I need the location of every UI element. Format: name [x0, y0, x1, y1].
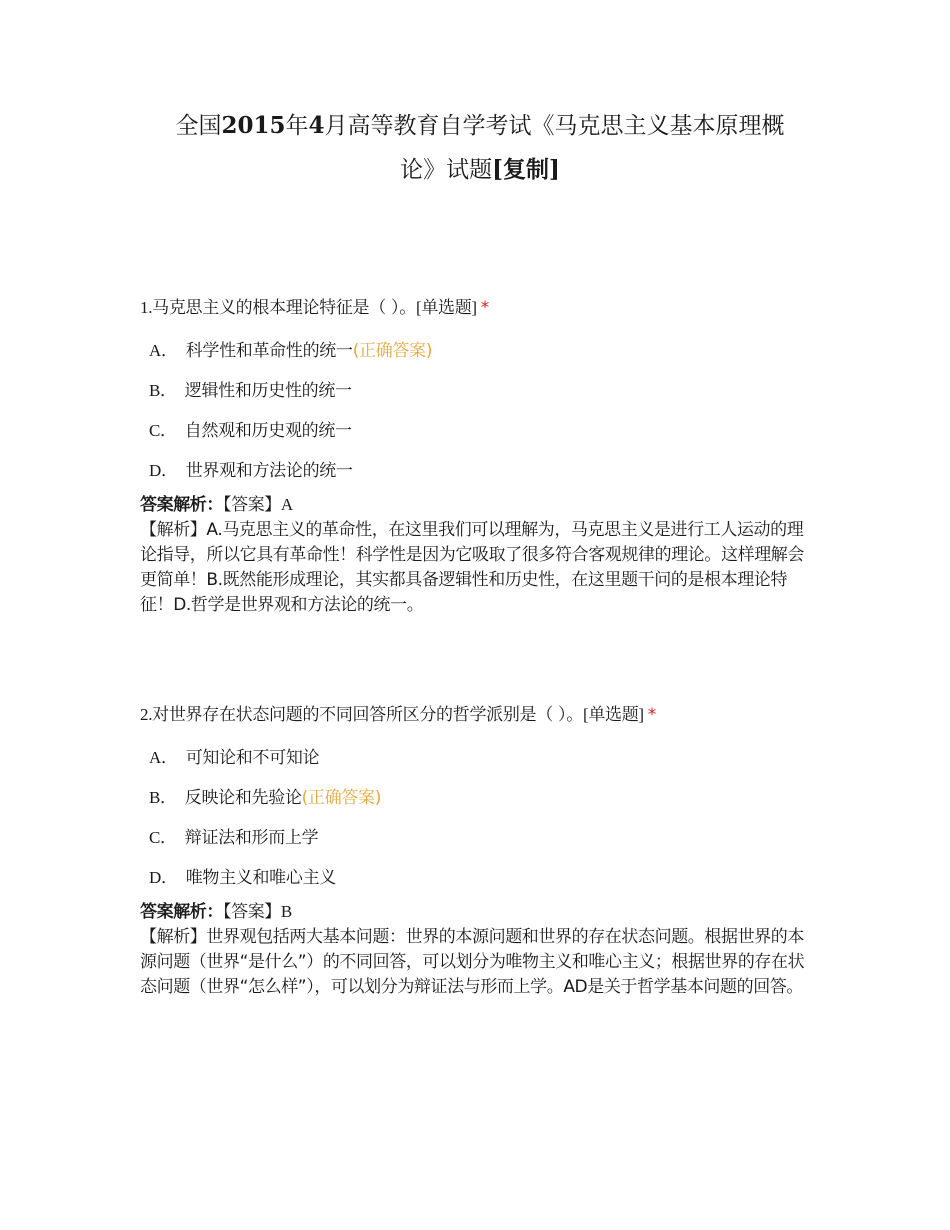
option-text: 辩证法和形而上学	[184, 828, 319, 848]
answer-prefix: 【答案】	[223, 495, 281, 515]
option-text: 自然观和历史观的统一	[184, 421, 352, 441]
title-suffix: [复制]	[492, 156, 560, 183]
title-text-mid: 年	[285, 113, 309, 139]
option-text: 逻辑性和历史性的统一	[184, 381, 352, 401]
answer-analysis	[140, 899, 812, 1000]
option-b[interactable]	[140, 379, 812, 419]
option-text: 科学性和革命性的统一	[185, 341, 353, 361]
title-text-pre: 全国	[175, 113, 222, 139]
option-letter: B．	[149, 788, 177, 807]
option-text: 唯物主义和唯心主义	[185, 868, 336, 888]
option-letter: A．	[149, 341, 178, 360]
title-text-post: 月高等教育自学考试《马克思主义基本原理概	[324, 113, 785, 139]
question-2	[140, 703, 812, 1000]
options-list	[140, 339, 812, 499]
option-letter: C．	[149, 421, 177, 440]
question-text: 马克思主义的根本理论特征是（ ）。	[152, 298, 416, 318]
option-letter: B．	[149, 381, 177, 400]
options-list	[140, 746, 812, 906]
option-letter: D．	[149, 461, 178, 480]
answer-analysis	[140, 492, 812, 618]
question-number: 1.	[140, 298, 153, 317]
title-month: 4	[308, 112, 325, 139]
question-stem	[140, 296, 812, 320]
title-year: 2015	[221, 112, 286, 139]
question-stem	[140, 703, 812, 727]
required-mark: *	[647, 705, 656, 725]
title-text-line2: 论》试题	[400, 157, 493, 183]
option-a[interactable]	[140, 746, 812, 786]
correct-answer-tag: (正确答案)	[352, 341, 433, 361]
option-text: 世界观和方法论的统一	[185, 461, 353, 481]
analysis-explanation: 【解析】A.马克思主义的革命性，在这里我们可以理解为，马克思主义是进行工人运动的理论指导，所以它具有革命性！科学性是因为它吸取了很多符合客观规律的理论。这样理解会更简单！B.既然能形成理论，其实都具备逻辑性和历史性，在这里题干问的是根本理论特征！D.哲学是世界观和方法论的统一。	[140, 520, 804, 615]
answer-letter: A	[280, 495, 293, 514]
option-text: 反映论和先验论	[184, 788, 302, 808]
answer-letter: B	[280, 902, 292, 921]
option-c[interactable]	[140, 826, 812, 866]
correct-answer-tag: (正确答案)	[301, 788, 382, 808]
option-a[interactable]	[140, 339, 812, 379]
document-title	[150, 104, 810, 192]
option-text: 可知论和不可知论	[185, 748, 320, 768]
option-c[interactable]	[140, 419, 812, 459]
option-letter: D．	[149, 868, 178, 887]
question-type: [单选题]	[415, 298, 477, 317]
option-letter: A．	[149, 748, 178, 767]
question-type: [单选题]	[582, 705, 644, 724]
option-b[interactable]	[140, 786, 812, 826]
question-1	[140, 296, 812, 618]
analysis-explanation: 【解析】世界观包括两大基本问题：世界的本源问题和世界的存在状态问题。根据世界的本源问题（世界“是什么”）的不同回答，可以划分为唯物主义和唯心主义；根据世界的存在状态问题（世界“怎么样”），可以划分为辩证法与形而上学。AD是关于哲学基本问题的回答。	[140, 927, 805, 997]
analysis-label: 答案解析：	[140, 902, 223, 922]
option-letter: C．	[149, 828, 177, 847]
answer-prefix: 【答案】	[223, 902, 281, 922]
question-text: 对世界存在状态问题的不同回答所区分的哲学派别是（ ）。	[152, 705, 583, 725]
analysis-label: 答案解析：	[140, 495, 223, 515]
question-number: 2.	[140, 705, 153, 724]
required-mark: *	[480, 298, 489, 318]
